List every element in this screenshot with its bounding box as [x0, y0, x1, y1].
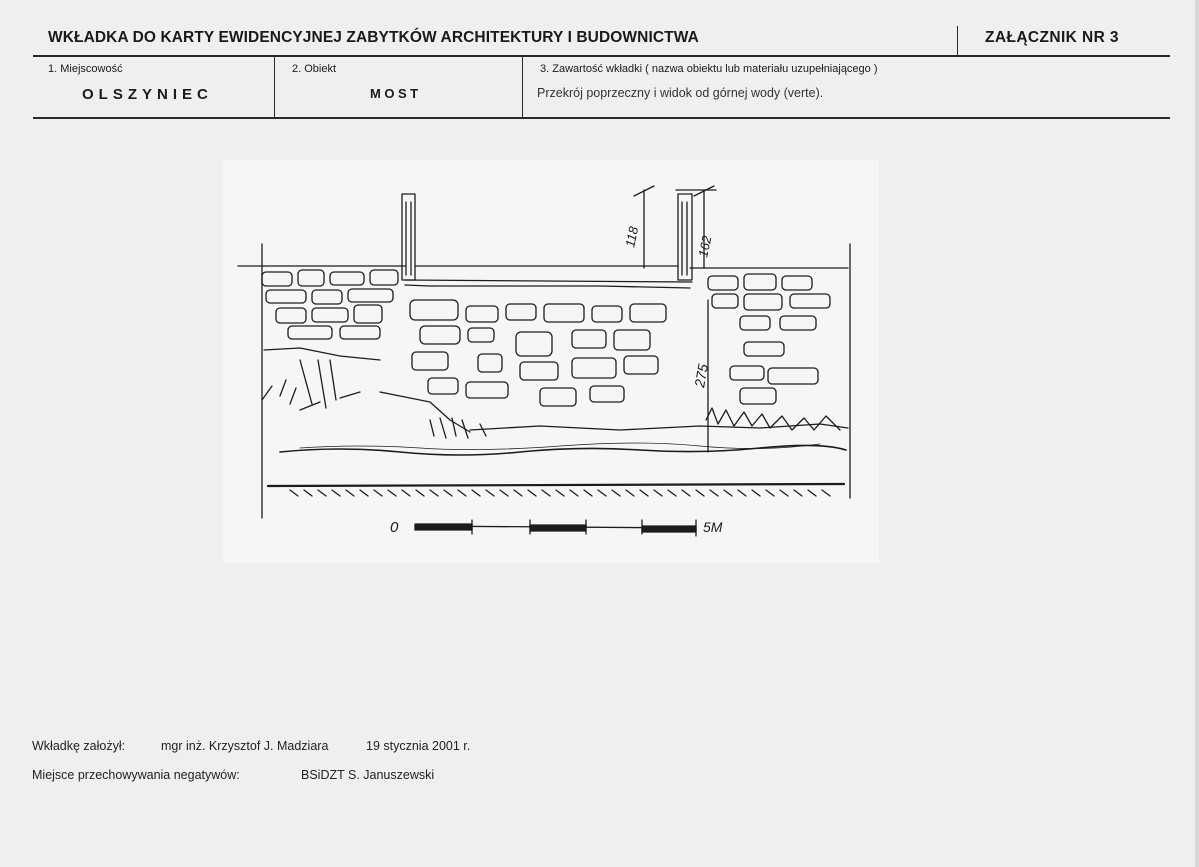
scale-start-label: 0 — [390, 519, 399, 536]
storage-label: Miejsce przechowywania negatywów: — [32, 768, 240, 782]
dimension-label-162: 162 — [695, 234, 715, 259]
author-value: mgr inż. Krzysztof J. Madziara — [161, 739, 329, 753]
header-rule — [33, 55, 1170, 57]
storage-value: BSiDZT S. Januszewski — [301, 768, 435, 782]
fields-rule — [33, 117, 1170, 119]
cross-section-sketch — [223, 160, 879, 563]
scan-edge — [1195, 0, 1199, 867]
bridge-cross-section-drawing — [223, 160, 879, 563]
card-title: WKŁADKA DO KARTY EWIDENCYJNEJ ZABYTKÓW ARCHITEKTURY I BUDOWNICTWA — [48, 29, 699, 46]
field-divider-1 — [274, 56, 275, 118]
header-divider — [957, 26, 958, 56]
object-label: 2. Obiekt — [292, 63, 337, 75]
location-label: 1. Miejscowość — [48, 63, 123, 75]
dimension-label-275: 275 — [691, 362, 712, 389]
scale-end-label: 5M — [703, 519, 723, 535]
content-label: 3. Zawartość wkładki ( nazwa obiektu lub materiału uzupełniającego ) — [540, 63, 878, 75]
field-divider-2 — [522, 56, 523, 118]
dimension-label-118: 118 — [622, 225, 642, 249]
author-label: Wkładkę założył: — [32, 739, 126, 753]
annex-number: ZAŁĄCZNIK NR 3 — [985, 29, 1119, 46]
creation-date: 19 stycznia 2001 r. — [366, 739, 471, 753]
location-value: OLSZYNIEC — [82, 86, 213, 103]
content-value: Przekrój poprzeczny i widok od górnej wody (verte). — [537, 86, 824, 100]
object-value: MOST — [370, 86, 422, 101]
